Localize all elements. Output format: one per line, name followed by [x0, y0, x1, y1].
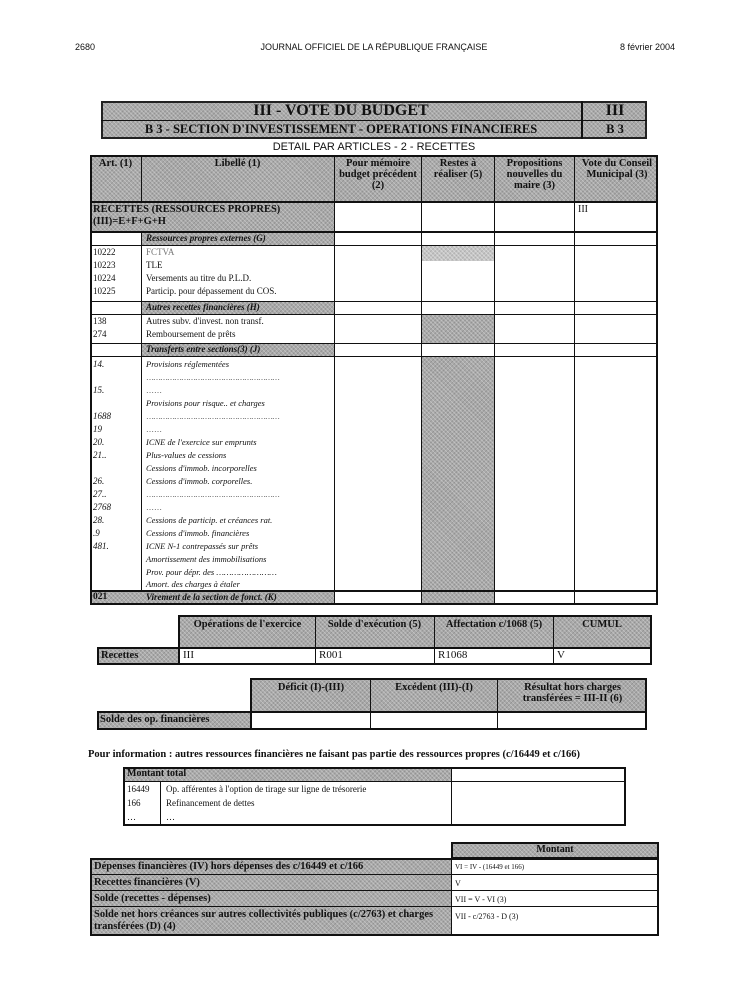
exec-value-solde: R001 [319, 649, 343, 661]
info-row-label: … [166, 812, 175, 822]
col-header-libelle: Libellé (1) [214, 158, 261, 169]
row-art: 14. [93, 359, 105, 369]
banner-divider [101, 120, 647, 121]
solde-row-label: Solde des op. financières [100, 714, 210, 725]
solde-header-excedent: Excédent (III)-(I) [395, 682, 473, 693]
info-row-label: Refinancement de dettes [166, 798, 255, 808]
row-label: Cessions d'immob. corporelles. [146, 476, 253, 486]
row-label: …… [146, 503, 162, 512]
summary-row-label: Recettes financières (V) [94, 877, 200, 888]
row-art: 26. [93, 476, 105, 486]
row-label: Amort. des charges à étaler [146, 579, 240, 589]
banner-subtitle-code: B 3 [606, 122, 624, 136]
exec-value-cumul: V [557, 649, 565, 661]
col-header-propositions: Propositions nouvelles du maire (3) [506, 158, 563, 191]
row-art: 15. [93, 385, 105, 395]
row-art: 1688 [93, 411, 111, 421]
row-label: Amortissement des immobilisations [146, 554, 267, 564]
row-art: 10223 [93, 260, 116, 270]
row-label: ICNE N-1 contrepassés sur prêts [146, 541, 259, 551]
virement-label: Virement de la section de fonct. (K) [146, 592, 277, 602]
summary-row-formula: V [455, 879, 461, 888]
row-label: Cessions de particip. et créances rat. [146, 515, 273, 525]
row-art: 19 [93, 424, 102, 434]
row-art: 27.. [93, 489, 107, 499]
row-art: 481. [93, 541, 109, 551]
row-label: ………………………………………………… [146, 490, 279, 499]
section-j-label: Transferts entre sections(3) (J) [146, 344, 261, 354]
row-art: 2768 [93, 502, 111, 512]
summary-row-label: Dépenses financières (IV) hors dépenses des c/16449 et c/166 [94, 861, 364, 872]
row-label: Autres subv. d'invest. non transf. [146, 316, 264, 326]
row-label: ICNE de l'exercice sur emprunts [146, 437, 257, 447]
page-number: 2680 [75, 42, 96, 52]
row-art: 274 [93, 329, 107, 339]
virement-art: 021 [93, 592, 108, 602]
col-header-art: Art. (1) [98, 158, 133, 169]
exec-row-label: Recettes [101, 650, 139, 661]
exec-header-cumul: CUMUL [582, 619, 622, 630]
row-label: Plus-values de cessions [146, 450, 227, 460]
row-label: ………………………………………………… [146, 412, 279, 421]
exec-value-operations: III [183, 649, 194, 661]
row-label: Provisions pour risque.. et charges [146, 398, 265, 408]
row-label: Versements au titre du P.L.D. [146, 273, 252, 283]
journal-title: JOURNAL OFFICIEL DE LA RÉPUBLIQUE FRANÇAISE [260, 42, 488, 52]
row-art: 20. [93, 437, 105, 447]
section-g-label: Ressources propres externes (G) [146, 233, 266, 243]
row-label: FCTVA [146, 247, 175, 257]
row-label: ………………………………………………… [146, 373, 279, 382]
info-row-label: Op. afférentes à l'option de tirage sur ligne de trésorerie [166, 784, 367, 794]
summary-row-formula: VII = V - VI (3) [455, 895, 507, 904]
row-label: Remboursement de prêts [146, 329, 236, 339]
info-text: Pour information : autres ressources financières ne faisant pas partie des ressources propres (c/16449 et c/166) [88, 749, 580, 760]
row-art: 138 [93, 316, 107, 326]
summary-row-label: Solde (recettes - dépenses) [94, 893, 211, 904]
banner-title-code: III [605, 102, 625, 119]
row-art: .9 [93, 528, 100, 538]
row-label: Prov. pour dépr. des …………………… [146, 567, 277, 577]
info-row-code: 166 [127, 798, 141, 808]
solde-header-deficit: Déficit (I)-(III) [277, 682, 345, 693]
exec-value-affectation: R1068 [438, 649, 468, 661]
exec-header-solde: Solde d'exécution (5) [327, 619, 422, 630]
row-art: 21.. [93, 450, 107, 460]
row-label: Cessions d'immob. financières [146, 528, 250, 538]
montant-header: Montant [536, 844, 574, 855]
exec-header-affectation: Affectation c/1068 (5) [445, 619, 543, 630]
solde-header-resultat: Résultat hors charges transférées = III-II (6) [522, 682, 623, 704]
summary-row-formula: VI = IV - (16449 et 166) [455, 863, 525, 871]
banner-title: III - VOTE DU BUDGET [253, 102, 429, 119]
publication-date: 8 février 2004 [619, 42, 675, 52]
info-row-code: … [127, 812, 136, 822]
summary-row-label: Solde net hors créances sur autres collectivités publiques (c/2763) et charges transférées (D) (4) [94, 909, 434, 932]
row-label: Particip. pour dépassement du COS. [146, 286, 277, 296]
banner-subtitle: B 3 - SECTION D'INVESTISSEMENT - OPERATIONS FINANCIERES [144, 122, 538, 136]
row-label: TLE [146, 260, 163, 270]
row-art: 10225 [93, 286, 116, 296]
exec-header-operations: Opérations de l'exercice [193, 619, 302, 630]
info-total-header: Montant total [127, 768, 187, 779]
detail-title: DETAIL PAR ARTICLES - 2 - RECETTES [272, 141, 476, 153]
row-art: 10222 [93, 247, 116, 257]
row-art: 10224 [93, 273, 116, 283]
row-label: Provisions réglementées [146, 359, 230, 369]
section-h-label: Autres recettes financières (H) [146, 302, 260, 312]
info-row-code: 16449 [127, 784, 150, 794]
total-recettes-vote: III [578, 204, 588, 215]
row-label: Cessions d'immob. incorporelles [146, 463, 257, 473]
row-art: 28. [93, 515, 105, 525]
total-recettes-label: RECETTES (RESSOURCES PROPRES) (III)=E+F+G+H [93, 204, 281, 227]
col-header-restes: Restes à réaliser (5) [433, 158, 483, 180]
row-label: …… [146, 386, 162, 395]
col-header-vote: Vote du Conseil Municipal (3) [581, 158, 653, 180]
col-header-memoire: Pour mémoire budget précédent (2) [339, 158, 417, 191]
row-label: …… [146, 425, 162, 434]
summary-row-formula: VII - c/2763 - D (3) [455, 912, 519, 921]
